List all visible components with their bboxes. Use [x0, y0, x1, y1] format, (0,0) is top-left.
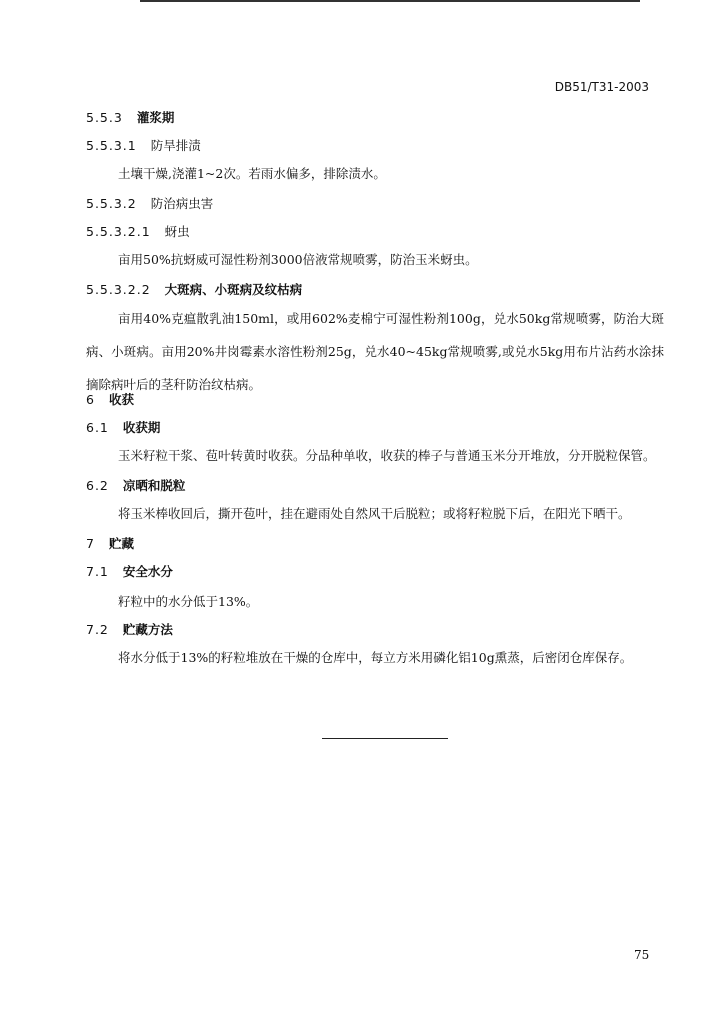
section-title: 收获期 [122, 420, 161, 435]
heading-5-5-3-2-1 [86, 224, 190, 240]
section-number: 7.2 [86, 622, 109, 637]
section-title: 安全水分 [122, 564, 173, 579]
section-number: 5.5.3.2.1 [86, 224, 151, 239]
heading-7 [86, 536, 134, 552]
section-number: 6 [86, 392, 95, 407]
paragraph: 将水分低于13%的籽粒堆放在干燥的仓库中，每立方米用磷化铝10g熏蒸，后密闭仓库保存。 [118, 650, 633, 665]
heading-7-2 [86, 622, 173, 638]
paragraph: 将玉米棒收回后，撕开苞叶，挂在避雨处自然风干后脱粒；或将籽粒脱下后，在阳光下晒干。 [118, 506, 631, 521]
section-number: 5.5.3.2.2 [86, 282, 151, 297]
paragraph: 亩用40%克瘟散乳油150ml，或用602%麦棉宁可湿性粉剂100g，兑水50kg常规喷雾，防治大斑病、小斑病。亩用20%井岗霉素水溶性粉剂25g，兑水40~45kg常规喷雾,或兑水5kg用布片沾药水涂抹摘除病叶后的茎秆防治纹枯病。 [86, 311, 664, 392]
section-title: 大斑病、小斑病及纹枯病 [164, 282, 303, 297]
section-title: 防旱排渍 [150, 138, 201, 153]
section-number: 7.1 [86, 564, 109, 579]
section-number: 5.5.3.2 [86, 196, 137, 211]
paragraph: 玉米籽粒干浆、苞叶转黄时收获。分品种单收，收获的棒子与普通玉米分开堆放，分开脱粒保管。 [118, 448, 656, 463]
heading-6-1 [86, 420, 160, 436]
heading-5-5-3 [86, 110, 174, 126]
section-title: 灌浆期 [136, 110, 175, 125]
heading-6-2 [86, 478, 185, 494]
heading-5-5-3-1 [86, 138, 201, 154]
heading-7-1 [86, 564, 173, 580]
heading-5-5-3-2-2 [86, 282, 302, 298]
paragraph: 土壤干燥,浇灌1~2次。若雨水偏多，排除渍水。 [118, 166, 386, 181]
scan-top-edge [140, 0, 640, 2]
section-number: 6.1 [86, 420, 109, 435]
section-title: 蚜虫 [164, 224, 190, 239]
paragraph: 亩用50%抗蚜威可湿性粉剂3000倍液常规喷雾，防治玉米蚜虫。 [118, 252, 478, 267]
section-title: 贮藏方法 [122, 622, 173, 637]
section-number: 7 [86, 536, 95, 551]
paragraph: 籽粒中的水分低于13%。 [118, 594, 259, 609]
page-number: 75 [634, 948, 650, 962]
section-number: 6.2 [86, 478, 109, 493]
standard-number: DB51/T31-2003 [554, 80, 649, 94]
section-title: 收获 [108, 392, 134, 407]
heading-5-5-3-2 [86, 196, 213, 212]
heading-6 [86, 392, 134, 408]
section-number: 5.5.3 [86, 110, 123, 125]
end-rule [322, 738, 448, 739]
section-title: 凉晒和脱粒 [122, 478, 186, 493]
section-number: 5.5.3.1 [86, 138, 137, 153]
section-title: 防治病虫害 [150, 196, 214, 211]
section-title: 贮藏 [108, 536, 134, 551]
